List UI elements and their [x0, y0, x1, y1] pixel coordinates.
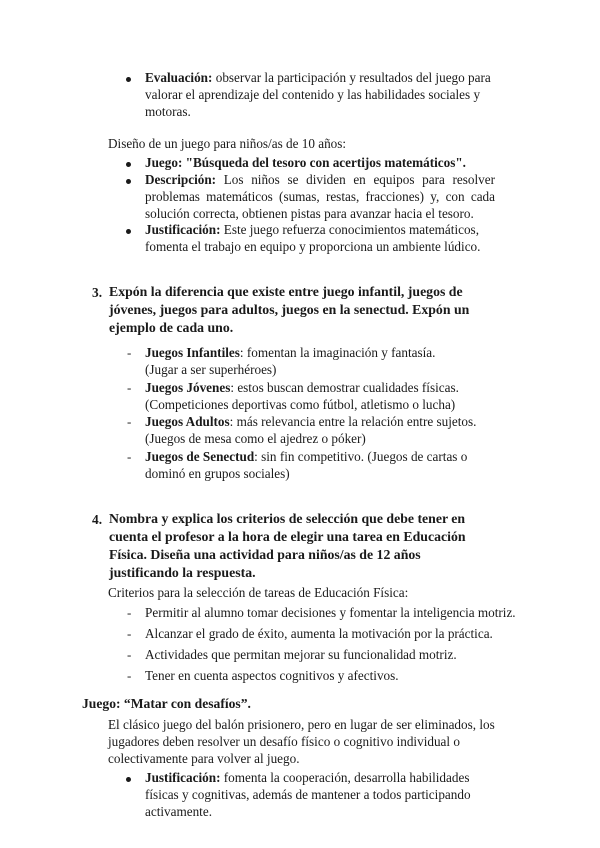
q3-item [145, 448, 490, 482]
q3-item-text: : sin fin competitivo. (Juegos de cartas o dominó en grupos sociales) [145, 449, 468, 481]
game1-description-text: Los niños se dividen en equipos para resolver problemas matemáticos (sumas, restas, fracciones) y, con cada solución correcta, obtienen pistas para avanzar hacia el tesoro. [145, 172, 495, 221]
game2-justification-text: fomenta la cooperación, desarrolla habilidades físicas y cognitivas, además de mantener a todos participando activamente. [145, 770, 471, 819]
game1-title-label: Juego: [145, 155, 183, 170]
dash-icon: - [127, 647, 132, 662]
q4-criterion: Tener en cuenta aspectos cognitivos y afectivos. [145, 668, 399, 683]
q3-number: 3. [92, 285, 103, 300]
q3-item-text: : más relevancia entre la relación entre sujetos. (Juegos de mesa como el ajedrez o póker) [145, 414, 477, 446]
dash-icon: - [127, 605, 132, 620]
game2-justification-item [145, 769, 490, 820]
game2-justification-label: Justificación: [145, 770, 221, 785]
bullet-icon [126, 777, 131, 782]
q4-title: Nombra y explica los criterios de selección que debe tener en cuenta el profesor a la hora de elegir una tarea en Educación Física. Diseña una actividad para niños/as de 12 años justificando la respuesta. [109, 511, 466, 580]
game1-intro: Diseño de un juego para niños/as de 10 años: [108, 136, 347, 151]
bullet-icon [126, 229, 131, 234]
game2-heading [82, 695, 482, 712]
q3-item [145, 413, 495, 447]
game1-justification-item [145, 221, 497, 255]
dash-icon: - [127, 414, 132, 429]
game2-description: El clásico juego del balón prisionero, pero en lugar de ser eliminados, los jugadores deben resolver un desafío físico o cognitivo individual o colectivamente para volver al juego. [108, 717, 495, 766]
game1-description-label: Descripción: [145, 172, 217, 187]
q3-item [145, 344, 455, 378]
q3-item-text: : fomentan la imaginación y fantasía. (Jugar a ser superhéroes) [145, 345, 436, 377]
q3-item-label: Juegos Jóvenes [145, 380, 231, 395]
q3-item-label: Juegos de Senectud [145, 449, 255, 464]
q4-criterion: Permitir al alumno tomar decisiones y fomentar la inteligencia motriz. [145, 605, 516, 620]
q3-item-label: Juegos Infantiles [145, 345, 240, 360]
q4-criterion: Actividades que permitan mejorar su funcionalidad motriz. [145, 647, 457, 662]
dash-icon: - [127, 626, 132, 641]
bullet-icon [126, 179, 131, 184]
game2-label: Juego [82, 696, 116, 711]
bullet-icon [126, 77, 131, 82]
game1-title-text: "Búsqueda del tesoro con acertijos matemáticos". [182, 155, 466, 170]
dash-icon: - [127, 668, 132, 683]
dash-icon: - [127, 345, 132, 360]
q4-intro: Criterios para la selección de tareas de Educación Física: [108, 585, 409, 600]
game1-justification-text: Este juego refuerza conocimientos matemáticos, fomenta el trabajo en equipo y proporciona un ambiente lúdico. [145, 222, 481, 254]
q3-item [145, 379, 480, 413]
q3-item-text: : estos buscan demostrar cualidades físicas. (Competiciones deportivas como fútbol, atletismo o lucha) [145, 380, 459, 412]
game1-description-item [145, 171, 495, 222]
game1-title-item [145, 154, 525, 171]
q4-number: 4. [92, 512, 103, 527]
game2-title: : “Matar con desafíos”. [115, 696, 251, 711]
dash-icon: - [127, 380, 132, 395]
bullet-icon [126, 162, 131, 167]
evaluation-label: Evaluación: [145, 70, 213, 85]
q3-item-label: Juegos Adultos [145, 414, 230, 429]
q4-criterion: Alcanzar el grado de éxito, aumenta la motivación por la práctica. [145, 626, 493, 641]
dash-icon: - [127, 449, 132, 464]
evaluation-item [145, 69, 505, 120]
game1-justification-label: Justificación: [145, 222, 221, 237]
q3-title: Expón la diferencia que existe entre juego infantil, juegos de jóvenes, juegos para adultos, juegos en la senectud. Expón un ejemplo de cada uno. [109, 284, 470, 335]
evaluation-text: observar la participación y resultados del juego para valorar el aprendizaje del contenido y las habilidades sociales y motoras. [145, 70, 491, 119]
